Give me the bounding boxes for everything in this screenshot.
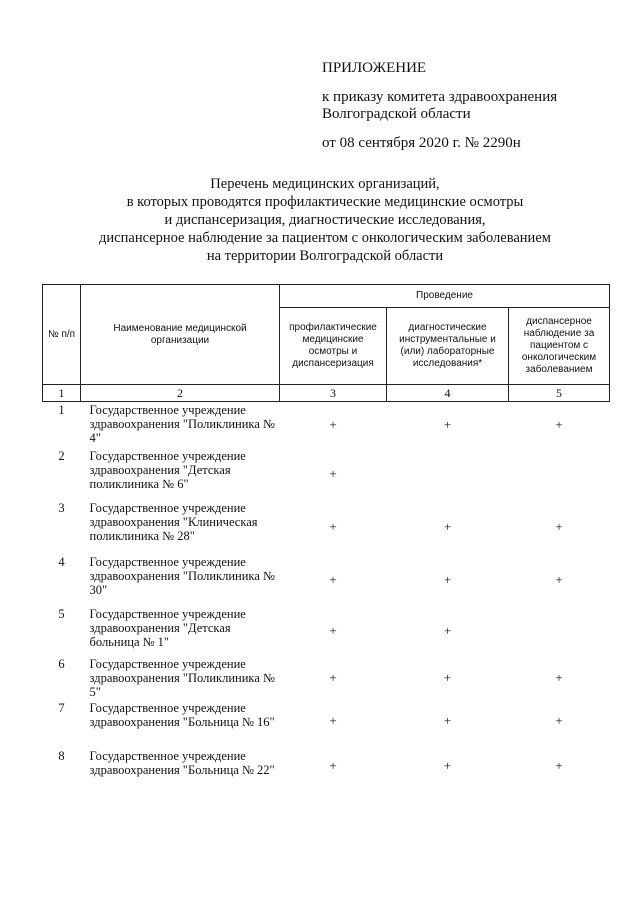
row-num: 5 [58,606,65,621]
row-mark-col3: + [329,622,337,638]
row-name: Государственное учреждение здравоохранения "Клиническая поликлиника № 28" [89,500,258,543]
header-name: Наименование медицинской организации [81,285,280,385]
row-mark-col4: + [443,622,452,638]
row-num: 7 [58,700,65,715]
appendix-line-1: к приказу комитета здравоохранения [322,89,558,105]
row-mark-col4: + [443,571,452,587]
document-heading [40,175,610,265]
appendix-block [322,60,557,152]
row-mark-col5: + [555,518,563,534]
heading-line-1: Перечень медицинских организаций, [210,176,440,192]
table-row [43,448,610,500]
appendix-title: ПРИЛОЖЕНИЕ [322,60,427,76]
row-mark-col4: + [443,758,452,773]
row-mark-col5: + [555,669,563,685]
row-mark-col3: + [329,669,337,685]
row-mark-col3: + [329,758,337,773]
row-mark-col5: + [555,571,563,587]
row-name: Государственное учреждение здравоохранения "Поликлиника № 5" [89,656,275,699]
row-mark-col5 [509,448,610,500]
table-row [43,554,610,606]
heading-line-4: диспансерное наблюдение за пациентом с онкологическим заболеванием [99,230,551,246]
row-mark-col4: + [443,712,452,728]
row-num: 6 [58,656,65,671]
row-name: Государственное учреждение здравоохранения "Детская поликлиника № 6" [89,448,246,491]
row-mark-col5 [509,606,610,656]
table-row [43,402,610,448]
header-col3: профилактические медицинские осмотры и диспансеризация [280,308,387,385]
table-row [43,500,610,554]
table-row [43,700,610,742]
col-number-4: 4 [387,385,509,402]
row-mark-col3: + [329,518,337,534]
row-mark-col4: + [443,416,452,432]
table-row [43,606,610,656]
row-num: 2 [58,448,65,463]
col-number-1: 1 [43,385,81,402]
header-col5: диспансерное наблюдение за пациентом с онкологическим заболеванием [509,308,610,385]
appendix-line-2: Волгоградской области [322,106,471,122]
row-mark-col4 [387,448,509,500]
header-group: Проведение [280,285,610,308]
col-number-3: 3 [280,385,387,402]
header-num: № п/п [43,285,81,385]
row-num: 4 [58,554,65,569]
row-mark-col5: + [555,416,563,432]
heading-line-5: на территории Волгоградской области [206,248,444,264]
row-mark-col4: + [443,669,452,685]
col-number-5: 5 [509,385,610,402]
appendix-date: от 08 сентября 2020 г. № 2290н [322,135,521,151]
row-mark-col3: + [329,712,337,728]
row-name: Государственное учреждение здравоохранения "Детская больница № 1" [89,606,246,649]
row-num: 3 [58,500,65,515]
row-name: Государственное учреждение здравоохранения "Поликлиника № 4" [89,403,275,445]
row-num: 8 [58,748,65,763]
row-name: Государственное учреждение здравоохранения "Больница № 22" [89,748,275,777]
row-mark-col3: + [329,465,337,481]
header-col4: диагностические инструментальные и (или) лабораторные исследования* [387,308,509,385]
heading-line-3: и диспансеризация, диагностические исследования, [164,212,486,228]
row-name: Государственное учреждение здравоохранения "Поликлиника № 30" [89,554,275,597]
row-num: 1 [58,403,65,417]
table-row [43,656,610,700]
row-mark-col5: + [555,758,563,773]
row-mark-col3: + [329,571,337,587]
table-row [43,742,610,784]
row-name: Государственное учреждение здравоохранения "Больница № 16" [89,700,275,729]
row-mark-col5: + [555,712,563,728]
col-number-2: 2 [81,385,280,402]
row-mark-col3: + [329,416,337,432]
row-mark-col4: + [443,518,452,534]
organizations-table [42,284,610,784]
heading-line-2: в которых проводятся профилактические медицинские осмотры [126,194,524,210]
